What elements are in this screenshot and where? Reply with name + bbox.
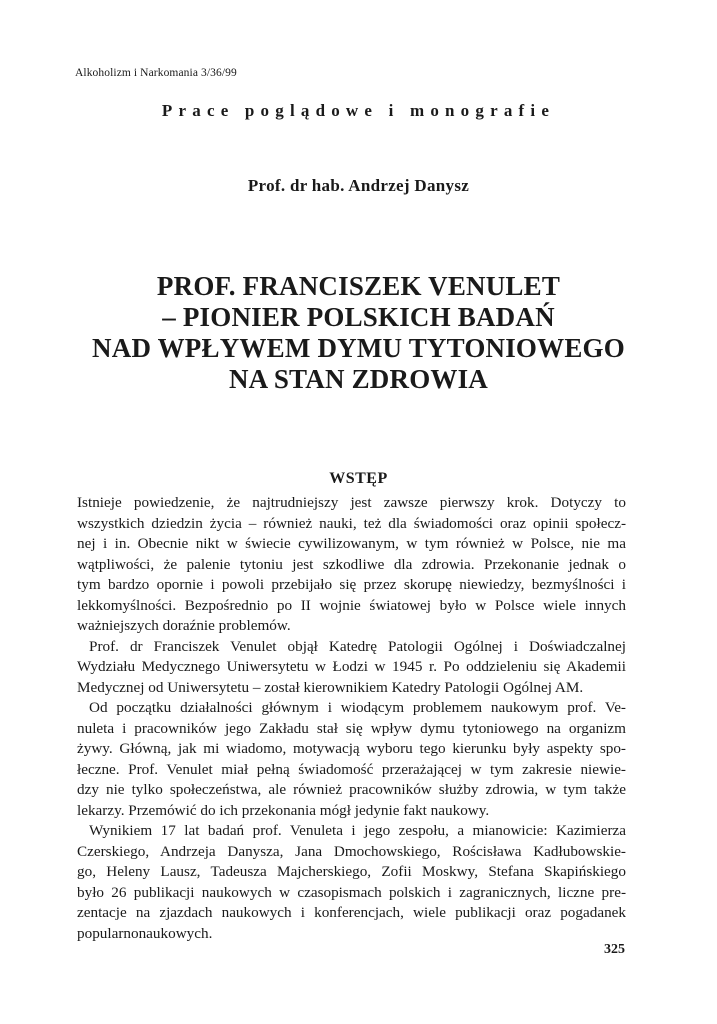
section-title: Prace poglądowe i monografie [161, 101, 556, 120]
text-line: lekkomyślności. Bezpośrednio po II wojnie światowej było w Polsce wiele innych [77, 596, 626, 614]
text-line: go, Heleny Lausz, Tadeusza Majcherskiego, Zofii Moskwy, Stefana Skapińskiego [77, 863, 626, 880]
text-line: Istnieje powiedzenie, że najtrudniejszy jest zawsze pierwszy krok. Dotyczy to [77, 494, 626, 511]
text-line: Wynikiem 17 lat badań prof. Venuleta i jego zespołu, a mianowicie: Kazimierza [89, 822, 626, 839]
text-line: Od początku działalności głównym i wiodącym problemem naukowym prof. Ve- [89, 699, 626, 716]
author-name: Prof. dr hab. Andrzej Danysz [247, 176, 470, 195]
text-line: Prof. dr Franciszek Venulet objął Katedrę Patologii Ogólnej i Doświadczalnej [89, 637, 626, 655]
article-title [40, 271, 677, 395]
text-line: łeczne. Prof. Venulet miał pełną świadomość przerażającej w tym zakresie niewie- [77, 760, 626, 778]
section-heading: WSTĘP [329, 470, 388, 487]
text-line: nuleta i pracowników jego Zakładu stał się wpływ dymu tytoniowego na organizm [77, 719, 626, 737]
article-title-line: NA STAN ZDROWIA [228, 364, 489, 394]
text-line: popularnonaukowych. [77, 924, 213, 942]
body-text [77, 493, 626, 944]
journal-header: Alkoholizm i Narkomania 3/36/99 [75, 67, 237, 79]
text-line: nej i in. Obecnie nikt w świecie cywilizowanym, w tym również w Polsce, nie ma [77, 535, 626, 552]
text-line: ważniejszych doraźnie problemów. [77, 617, 291, 634]
text-line: tym bardzo opornie i powoli przebijało się przez skorupę niewiedzy, bezmyślności i [77, 576, 626, 593]
article-title-line: – PIONIER POLSKICH BADAŃ [162, 302, 555, 332]
text-line: Wydziału Medycznego Uniwersytetu w Łodzi w 1945 r. Po oddzieleniu się Akademii [77, 658, 626, 675]
text-line: wątpliwości, że palenie tytoniu jest szkodliwe dla zdrowia. Przekonanie jednak o [77, 555, 626, 573]
text-line: żywy. Główną, jak mi wiadomo, motywacją wyboru tego kierunku były aspekty spo- [77, 740, 626, 757]
text-line: dzy nie tylko społeczeństwa, ale również pracowników służby zdrowia, w tym także [77, 781, 626, 798]
article-title-line: PROF. FRANCISZEK VENULET [156, 271, 561, 301]
text-line: było 26 publikacji naukowych w czasopismach polskich i zagranicznych, liczne pre- [77, 883, 626, 901]
text-line: Medycznej od Uniwersytetu – został kierownikiem Katedry Patologii Ogólnej AM. [77, 678, 584, 696]
text-line: lekarzy. Przemówić do ich przekonania mógł jedynie fakt naukowy. [77, 801, 490, 819]
page-number: 325 [604, 942, 625, 957]
text-line: Czerskiego, Andrzeja Danysza, Jana Dmochowskiego, Rościsława Kadłubowskie- [77, 842, 626, 860]
text-line: zentacje na zjazdach naukowych i konferencjach, wiele publikacji oraz pogadanek [77, 904, 626, 921]
text-line: wszystkich dziedzin życia – również nauki, też dla świadomości oraz opinii społecz- [77, 514, 626, 532]
article-title-line: NAD WPŁYWEM DYMU TYTONIOWEGO [92, 333, 625, 363]
